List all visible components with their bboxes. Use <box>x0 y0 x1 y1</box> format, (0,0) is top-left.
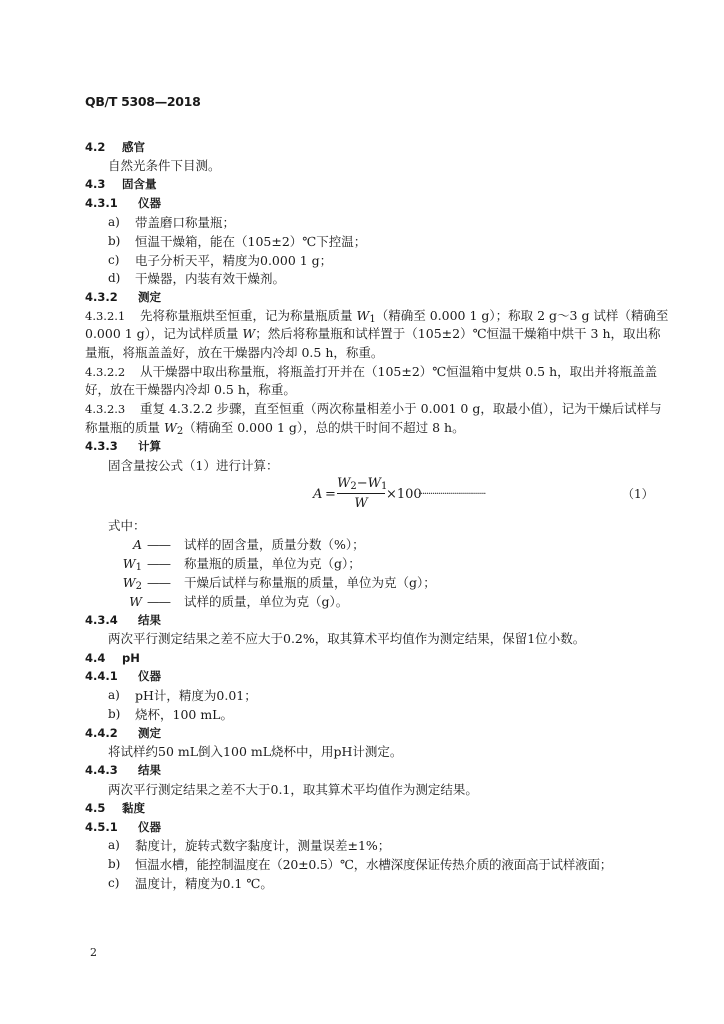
paragraph-4-3-4: 两次平行测定结果之差不应大于0.2%，取其算术平均值作为测定结果，保留1位小数。 <box>108 631 586 646</box>
paragraph-4-2: 自然光条件下目测。 <box>108 158 221 173</box>
formula-denominator: W <box>354 496 368 511</box>
text-run: 0.000 1 g），记为试样质量 <box>85 326 243 341</box>
def-text: 试样的固含量，质量分数（%）； <box>184 537 365 552</box>
fraction-bar <box>337 493 385 494</box>
def-dash: —— <box>147 594 170 609</box>
def-dash: —— <box>147 575 170 590</box>
subscript: 1 <box>135 562 142 573</box>
heading-4-3-1 <box>85 195 161 212</box>
def-text: 试样的质量，单位为克（g）。 <box>184 594 349 609</box>
where-label: 式中： <box>108 518 146 533</box>
list-item: pH计，精度为0.01； <box>135 688 257 703</box>
variable: W <box>337 476 351 491</box>
text-run: 从干燥器中取出称量瓶，将瓶盖打开并在（105±2）℃恒温箱中复烘 0.5 h，取出并将瓶盖盖 <box>140 364 658 379</box>
section-number: 4.3 <box>85 177 106 191</box>
list-label: c) <box>108 876 120 890</box>
section-number: 4.4.3 <box>85 763 118 777</box>
heading-4-4-1 <box>85 668 161 685</box>
section-number: 4.5.1 <box>85 820 118 834</box>
formula-times-100: ×100 <box>386 487 422 502</box>
formula-lhs: A <box>313 487 323 502</box>
def-text: 干燥后试样与称量瓶的质量，单位为克（g）； <box>184 575 436 590</box>
subscript: 2 <box>176 426 184 437</box>
section-number: 4.3.2 <box>85 290 118 304</box>
subscript: 1 <box>369 314 376 325</box>
paragraph-4-4-3: 两次平行测定结果之差不大于0.1，取其算术平均值作为测定结果。 <box>108 782 478 797</box>
list-label: a) <box>108 688 120 702</box>
section-number: 4.4.2 <box>85 726 118 740</box>
list-item: 恒温水槽，能控制温度在（20±0.5）℃，水槽深度保证传热介质的液面高于试样液面； <box>135 857 613 872</box>
section-title: 测定 <box>138 290 161 304</box>
list-item: 黏度计，旋转式数字黏度计，测量误差±1%； <box>135 838 391 853</box>
section-title: 计算 <box>138 439 161 453</box>
variable: W <box>129 594 142 609</box>
variable: W <box>242 326 256 341</box>
formula-equals: = <box>325 487 336 502</box>
list-label: b) <box>108 707 121 721</box>
formula-leader-dots: ·································· <box>418 489 486 500</box>
section-title: 黏度 <box>122 801 145 815</box>
text-run: ；然后将称量瓶和试样置于（105±2）℃恒温干燥箱中烘干 3 h，取出称 <box>255 326 661 341</box>
formula-numerator <box>337 476 388 492</box>
text-run: 重复 4.3.2.2 步骤，直至恒重（两次称量相差小于 0.001 0 g，取最小值），记为干燥后试样与 <box>140 401 662 416</box>
list-label: b) <box>108 234 121 248</box>
variable: W <box>163 420 177 435</box>
subscript: 2 <box>350 481 357 492</box>
text-run: （精确至 0.000 1 g），总的烘干时间不超过 8 h。 <box>183 420 465 435</box>
paragraph-4-3-2-2-line-1 <box>85 363 657 381</box>
section-number: 4.3.3 <box>85 439 118 453</box>
paragraph-4-3-2-3-line-2 <box>85 419 465 440</box>
formula-number: （1） <box>622 487 654 501</box>
text-run: （精确至 0.000 1 g）；称取 2 g～3 g 试样（精确至 <box>375 308 669 323</box>
section-number: 4.4.1 <box>85 669 118 683</box>
list-item: 烧杯，100 mL。 <box>135 707 233 722</box>
variable: W <box>356 308 370 323</box>
list-label: c) <box>108 253 120 267</box>
variable: W <box>367 476 382 491</box>
heading-4-5-1 <box>85 819 161 836</box>
section-title: 仪器 <box>138 196 161 210</box>
section-number: 4.3.4 <box>85 613 118 627</box>
def-symbol <box>118 536 142 557</box>
section-title: pH <box>122 651 140 665</box>
section-title: 结果 <box>138 613 161 627</box>
heading-4-3-4 <box>85 612 161 629</box>
paragraph-4-3-2-1-line-3: 量瓶，将瓶盖盖好，放在干燥器内冷却 0.5 h，称重。 <box>85 345 384 360</box>
def-symbol <box>118 555 142 576</box>
paragraph-number: 4.3.2.2 <box>85 365 126 379</box>
paragraph-4-3-2-1-line-2 <box>85 325 661 342</box>
section-title: 仪器 <box>138 820 161 834</box>
def-text: 称量瓶的质量，单位为克（g）； <box>184 556 361 571</box>
list-label: d) <box>108 271 121 285</box>
section-title: 结果 <box>138 763 161 777</box>
section-title: 测定 <box>138 726 161 740</box>
heading-4-5 <box>85 800 145 817</box>
list-item: 温度计，精度为0.1 ℃。 <box>135 876 273 891</box>
heading-4-3-2 <box>85 289 161 306</box>
def-symbol <box>118 593 142 614</box>
page-number: 2 <box>90 946 97 959</box>
paragraph-4-4-2: 将试样约50 mL倒入100 mL烧杯中，用pH计测定。 <box>108 744 403 759</box>
standard-code: QB/T 5308—2018 <box>85 94 201 109</box>
list-label: b) <box>108 857 121 871</box>
section-number: 4.2 <box>85 140 106 154</box>
paragraph-number: 4.3.2.3 <box>85 402 126 416</box>
def-dash: —— <box>147 537 170 552</box>
section-number: 4.5 <box>85 801 106 815</box>
def-symbol <box>118 574 142 595</box>
def-dash: —— <box>147 556 170 571</box>
list-label: a) <box>108 215 120 229</box>
text-run: 称量瓶的质量 <box>85 420 164 435</box>
variable: W <box>122 575 136 590</box>
section-number: 4.4 <box>85 651 106 665</box>
heading-4-2 <box>85 139 145 156</box>
subscript: 2 <box>135 581 142 592</box>
variable: W <box>122 556 136 571</box>
heading-4-4 <box>85 650 140 667</box>
section-number: 4.3.1 <box>85 196 118 210</box>
section-title: 固含量 <box>122 177 157 191</box>
paragraph-4-3-2-3-line-1 <box>85 400 662 418</box>
list-label: a) <box>108 838 120 852</box>
list-item: 干燥器，内装有效干燥剂。 <box>135 271 286 286</box>
heading-4-4-2 <box>85 725 161 742</box>
heading-4-3 <box>85 176 157 193</box>
heading-4-4-3 <box>85 762 161 779</box>
text-run: 先将称量瓶烘至恒重，记为称量瓶质量 <box>140 308 357 323</box>
heading-4-3-3 <box>85 438 161 455</box>
variable: A <box>132 537 142 552</box>
section-title: 仪器 <box>138 669 161 683</box>
list-item: 带盖磨口称量瓶； <box>135 215 236 230</box>
paragraph-4-3-2-2-line-2: 好，放在干燥器内冷却 0.5 h，称重。 <box>85 382 296 397</box>
list-item: 恒温干燥箱，能在（105±2）℃下控温； <box>135 234 367 249</box>
minus-sign: − <box>356 476 368 491</box>
list-item: 电子分析天平，精度为0.000 1 g； <box>135 253 333 268</box>
formula-intro: 固含量按公式（1）进行计算： <box>108 458 279 473</box>
section-title: 感官 <box>122 140 145 154</box>
paragraph-number: 4.3.2.1 <box>85 309 126 323</box>
subscript: 1 <box>381 481 388 492</box>
